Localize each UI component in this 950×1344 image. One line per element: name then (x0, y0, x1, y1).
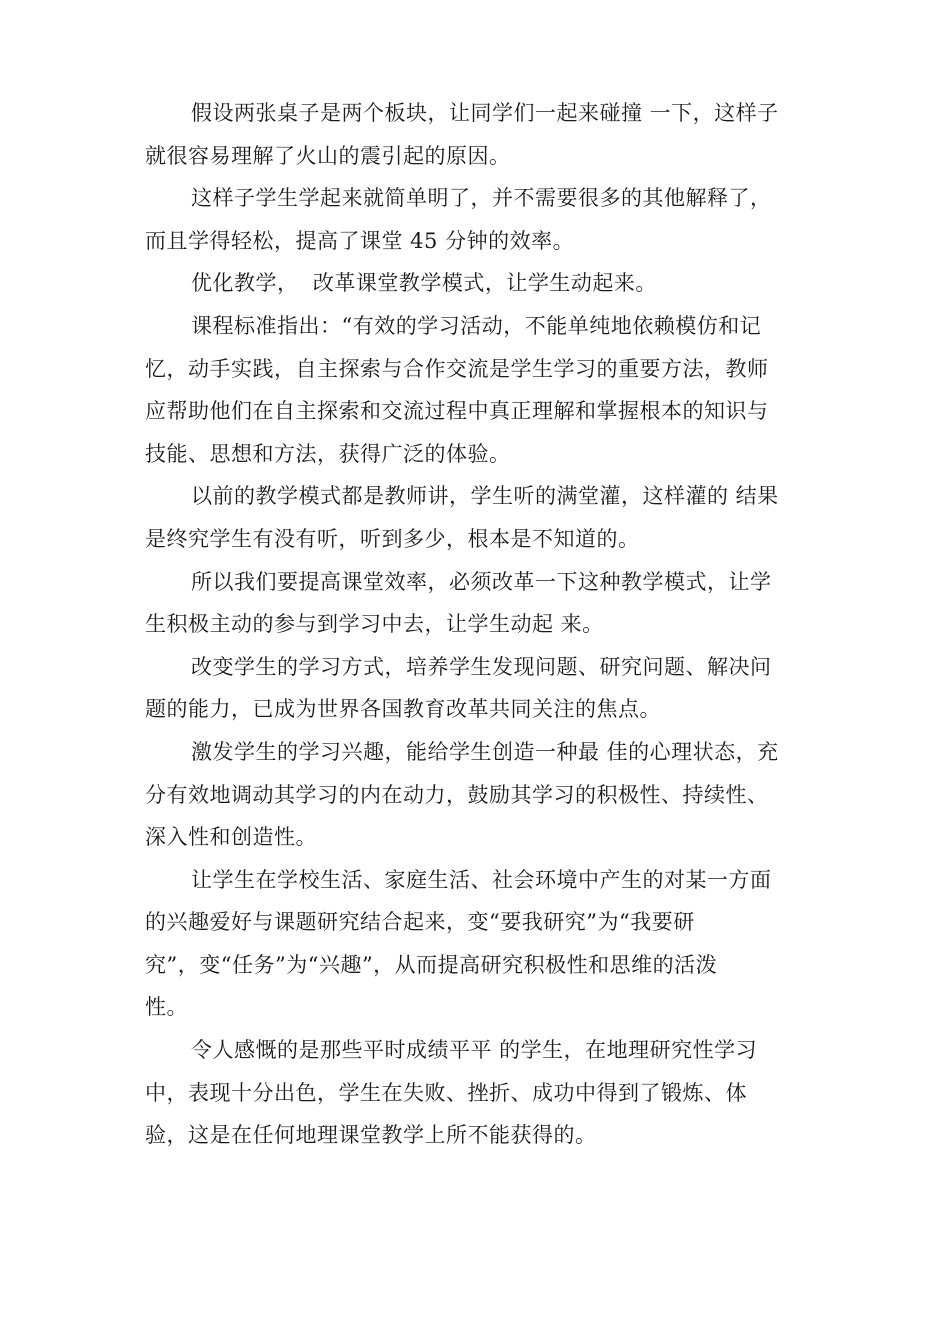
paragraph-line: 性。 (145, 995, 188, 1020)
paragraph-line: 生积极主动的参与到学习中去，让学生动起 来。 (145, 612, 604, 637)
paragraph-first-line: 让学生在学校生活、家庭生活、社会环境中产生的对某一方面 (191, 867, 772, 892)
paragraph-line: 技能、思想和方法，获得广泛的体验。 (145, 441, 511, 466)
paragraph-first-line: 这样子学生学起来就简单明了，并不需要很多的其他解释了， (191, 186, 772, 211)
paragraph-line: 深入性和创造性。 (145, 825, 317, 850)
paragraph-line: 题的能力，已成为世界各国教育改革共同关注的焦点。 (145, 697, 661, 722)
paragraph-first-line: 课程标准指出：“有效的学习活动，不能单纯地依赖模仿和记 (191, 313, 762, 338)
paragraph-first-line: 以前的教学模式都是教师讲，学生听的满堂灌，这样灌的 结果 (191, 484, 779, 509)
paragraph-line: 中，表现十分出色，学生在失败、挫折、成功中得到了锻炼、体 (145, 1080, 747, 1105)
paragraph-line: 就很容易理解了火山的震引起的原因。 (145, 143, 511, 168)
paragraph-line: 而且学得轻松，提高了课堂 45 分钟的效率。 (145, 228, 575, 253)
paragraph-first-line: 优化教学， 改革课堂教学模式，让学生动起来。 (191, 271, 657, 296)
paragraph-line: 是终究学生有没有听，听到多少，根本是不知道的。 (145, 526, 640, 551)
paragraph-first-line: 令人感慨的是那些平时成绩平平 的学生，在地理研究性学习 (191, 1038, 758, 1063)
paragraph-line: 分有效地调动其学习的内在动力，鼓励其学习的积极性、持续性、 (145, 782, 769, 807)
paragraph-first-line: 改变学生的学习方式，培养学生发现问题、研究问题、解决问 (191, 654, 772, 679)
paragraph-line: 应帮助他们在自主探索和交流过程中真正理解和掌握根本的知识与 (145, 399, 769, 424)
paragraph-first-line: 假设两张桌子是两个板块，让同学们一起来碰撞 一下，这样子 (191, 101, 779, 125)
paragraph-first-line: 激发学生的学习兴趣，能给学生创造一种最 佳的心理状态，充 (191, 739, 779, 764)
paragraph-line: 究”，变“任务”为“兴趣”，从而提高研究积极性和思维的活泼 (145, 952, 718, 977)
paragraph-first-line: 所以我们要提高课堂效率，必须改革一下这种教学模式，让学 (191, 569, 772, 594)
document-body (145, 92, 810, 1157)
paragraph-line: 验，这是在任何地理课堂教学上所不能获得的。 (145, 1123, 597, 1148)
paragraph-line: 忆，动手实践，自主探索与合作交流是学生学习的重要方法，教师 (145, 356, 769, 381)
paragraph-line: 的兴趣爱好与课题研究结合起来，变“要我研究”为“我要研 (145, 910, 695, 935)
